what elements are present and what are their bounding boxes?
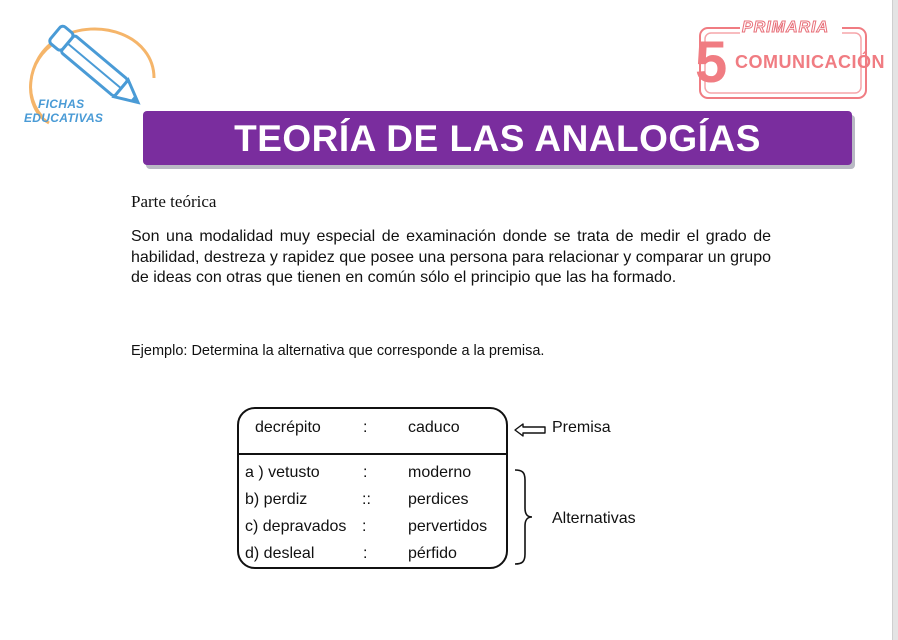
definition-paragraph: Son una modalidad muy especial de examinación donde se trata de medir el grado de habilidad, destreza y rapidez que posee una persona para relacionar y comparar un grupo de ideas con otras que tienen en común sólo el principio que las ha formado. bbox=[131, 228, 771, 286]
premise-separator: : bbox=[363, 419, 368, 436]
alternative-a-separator: : bbox=[363, 464, 368, 481]
alternative-d-right: pérfido bbox=[408, 545, 457, 562]
example-instruction: Ejemplo: Determina la alternativa que corresponde a la premisa. bbox=[131, 343, 545, 359]
section-subheading: Parte teórica bbox=[131, 192, 217, 211]
fichas-educativas-text: FICHAS EDUCATIVAS bbox=[24, 97, 104, 125]
premise-right: caduco bbox=[408, 419, 460, 436]
alternative-c-left: c) depravados bbox=[245, 518, 347, 535]
alternative-d-left: d) desleal bbox=[245, 545, 315, 562]
alternative-d-separator: : bbox=[363, 545, 368, 562]
analogy-divider bbox=[237, 453, 508, 455]
premise-label: Premisa bbox=[552, 419, 611, 436]
alternative-c-right: pervertidos bbox=[408, 518, 488, 535]
alternatives-label: Alternativas bbox=[552, 510, 636, 527]
subject-name: COMUNICACIÓN bbox=[735, 52, 885, 72]
page-title: TEORÍA DE LAS ANALOGÍAS bbox=[234, 118, 761, 159]
grade-number: 5 bbox=[695, 30, 728, 95]
page-edge bbox=[893, 0, 898, 640]
left-arrow-icon bbox=[514, 422, 546, 438]
alternative-a-left: a ) vetusto bbox=[245, 464, 320, 481]
alternative-a-right: moderno bbox=[408, 464, 472, 481]
title-banner bbox=[143, 111, 852, 165]
alternative-c-separator: : bbox=[362, 518, 367, 535]
alternative-b-separator: :: bbox=[362, 491, 371, 508]
alternative-b-left: b) perdiz bbox=[245, 491, 308, 508]
level-badge: PRIMARIA bbox=[742, 19, 830, 36]
alternative-b-right: perdices bbox=[408, 491, 469, 508]
right-brace-icon bbox=[512, 468, 534, 566]
premise-left: decrépito bbox=[255, 419, 321, 436]
